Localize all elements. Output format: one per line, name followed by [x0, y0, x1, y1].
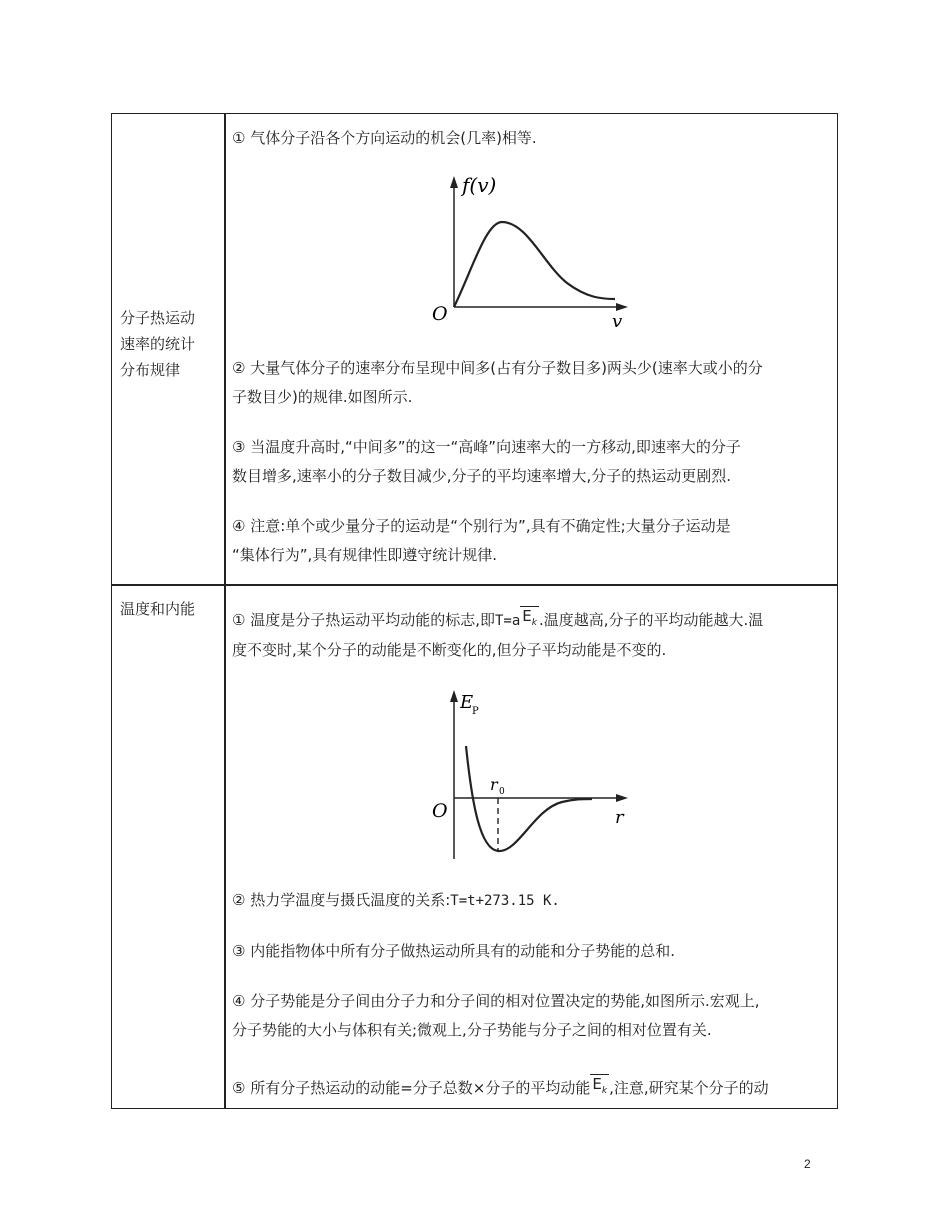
- average-kinetic-energy-symbol: [590, 1074, 609, 1100]
- text-line: ② 大量气体分子的速率分布呈现中间多(占有分子数目多)两头少(速率大或小的分: [232, 359, 763, 377]
- origin-label: O: [432, 800, 448, 822]
- formula: T=a: [495, 613, 521, 629]
- row1-label-line: 分子热运动: [120, 309, 196, 327]
- symbol-main: E: [522, 607, 532, 625]
- text-line: 分子势能的大小与体积有关;微观上,分子势能与分子之间的相对位置有关.: [232, 1021, 712, 1039]
- content-table: [111, 113, 838, 1109]
- text-line: [232, 606, 832, 636]
- row-divider: [112, 584, 837, 586]
- column-divider: [224, 114, 226, 1108]
- text-span: ,注意,研究某个分子的动: [609, 1079, 769, 1097]
- potential-energy-chart: [422, 684, 642, 864]
- distribution-curve: [454, 222, 615, 307]
- x-axis-label: r: [615, 807, 624, 828]
- speed-distribution-chart: [422, 170, 642, 340]
- x-axis-label: v: [612, 311, 623, 332]
- text-line: ④ 分子势能是分子间由分子力和分子间的相对位置决定的势能,如图所示.宏观上,: [232, 992, 760, 1010]
- x-axis-arrow: [616, 794, 628, 802]
- row2-point1: [232, 606, 832, 665]
- text-line: ④ 注意:单个或少量分子的运动是“个别行为”,具有不确定性;大量分子运动是: [232, 517, 731, 535]
- formula: T=t+273.15 K.: [450, 893, 560, 909]
- average-kinetic-energy-symbol: [520, 606, 539, 632]
- text-span: .温度越高,分子的平均动能越大.温: [539, 611, 764, 629]
- text-span: ② 热力学温度与摄氏温度的关系:: [232, 891, 451, 909]
- text-line: “集体行为”,具有规律性即遵守统计规律.: [232, 546, 498, 564]
- page-number: 2: [804, 1157, 811, 1171]
- y-axis-subscript: P: [472, 706, 479, 717]
- y-axis-arrow: [450, 690, 458, 702]
- text-span: ⑤ 所有分子热运动的动能=分子总数×分子的平均动能: [232, 1079, 591, 1097]
- symbol-main: E: [592, 1075, 602, 1093]
- symbol-sub: k: [601, 1086, 608, 1096]
- row1-label-line: 分布规律: [120, 361, 181, 379]
- r0-subscript: 0: [499, 787, 505, 797]
- text-line: 子数目少)的规律.如图所示.: [232, 388, 413, 406]
- text-line: 数目增多,速率小的分子数目减少,分子的平均速率增大,分子的热运动更剧烈.: [232, 467, 732, 485]
- x-axis-arrow: [616, 303, 628, 311]
- origin-label: O: [432, 303, 448, 325]
- row2-point4: [232, 987, 832, 1045]
- row2-point5: [232, 1074, 832, 1103]
- y-axis-label: f(v): [462, 173, 497, 197]
- symbol-sub: k: [531, 618, 537, 628]
- text-line: 度不变时,某个分子的动能是不断变化的,但分子平均动能是不变的.: [232, 641, 667, 659]
- row2-label: 温度和内能: [120, 600, 196, 618]
- row1-label-line: 速率的统计: [120, 335, 196, 353]
- text-line: ③ 当温度升高时,“中间多”的这一“高峰”向速率大的一方移动,即速率大的分子: [232, 438, 741, 456]
- row1-point1: ① 气体分子沿各个方向运动的机会(几率)相等.: [232, 129, 537, 147]
- row2-point2: [232, 886, 832, 916]
- text-span: ① 温度是分子热运动平均动能的标志,即: [232, 611, 495, 629]
- row1-label: [120, 305, 195, 383]
- row1-point4: [232, 512, 832, 570]
- y-axis-label: E: [460, 692, 474, 713]
- y-axis-arrow: [450, 176, 458, 188]
- r0-label: r: [490, 775, 498, 794]
- row1-point2: [232, 354, 832, 412]
- row1-point3: [232, 433, 832, 491]
- row2-point3: ③ 内能指物体中所有分子做热运动所具有的动能和分子势能的总和.: [232, 942, 675, 960]
